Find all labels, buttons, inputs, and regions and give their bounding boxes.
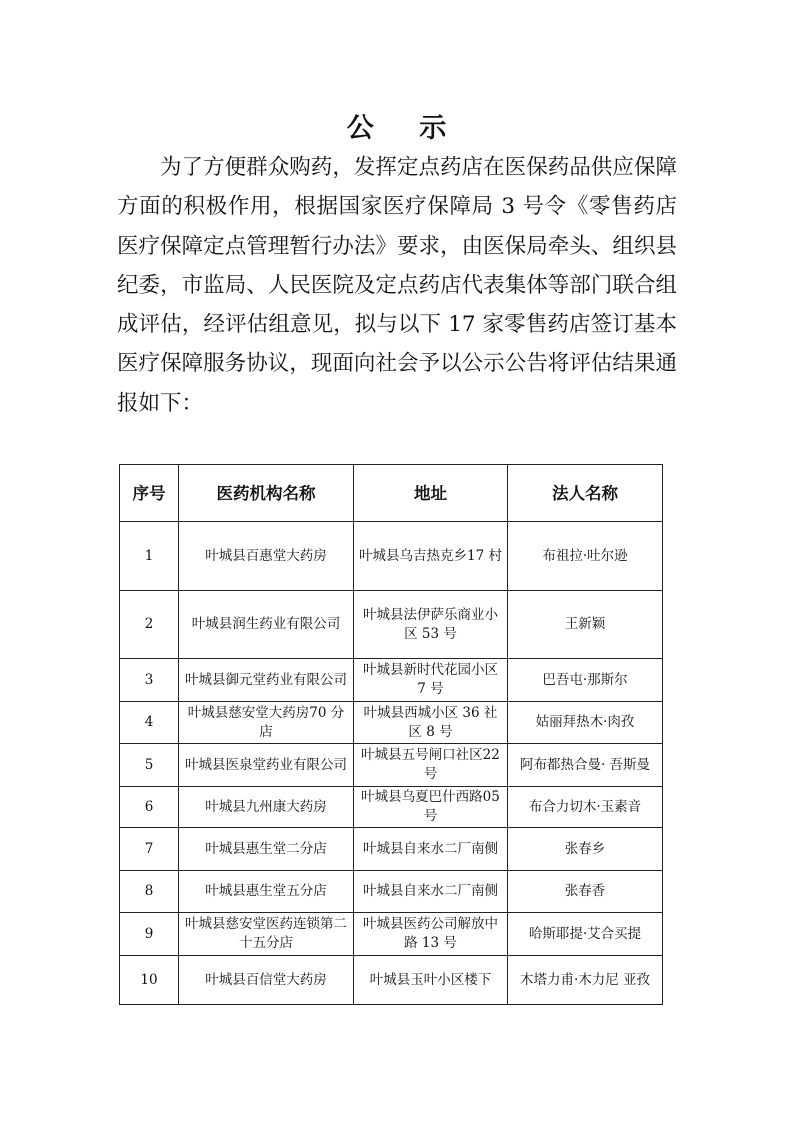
announcement-body <box>117 148 677 423</box>
row-institution: 叶城县惠生堂二分店 <box>179 828 354 871</box>
table-row <box>120 956 663 1005</box>
row-legal-person: 阿布都热合曼· 吾斯曼 <box>508 744 663 787</box>
row-address: 叶城县自来水二厂南侧 <box>354 871 508 913</box>
table-row <box>120 659 663 702</box>
row-institution: 叶城县慈安堂医药连锁第二十五分店 <box>179 913 354 956</box>
row-institution: 叶城县百信堂大药房 <box>179 956 354 1005</box>
header-address: 地址 <box>354 465 508 522</box>
row-legal-person: 张春香 <box>508 871 663 913</box>
row-address: 叶城县五号闸口社区22 号 <box>354 744 508 787</box>
row-legal-person: 巴吾屯·那斯尔 <box>508 659 663 702</box>
row-no: 2 <box>120 591 179 659</box>
row-address: 叶城县西城小区 36 社区 8 号 <box>354 702 508 744</box>
row-institution: 叶城县慈安堂大药房70 分店 <box>179 702 354 744</box>
row-no: 9 <box>120 913 179 956</box>
row-institution: 叶城县惠生堂五分店 <box>179 871 354 913</box>
header-no: 序号 <box>120 465 179 522</box>
row-no: 6 <box>120 787 179 828</box>
table-row <box>120 744 663 787</box>
table-row <box>120 787 663 828</box>
row-legal-person: 布祖拉·吐尔逊 <box>508 522 663 591</box>
row-address: 叶城县玉叶小区楼下 <box>354 956 508 1005</box>
row-legal-person: 姑丽拜热木·肉孜 <box>508 702 663 744</box>
row-institution: 叶城县润生药业有限公司 <box>179 591 354 659</box>
row-legal-person: 哈斯耶提·艾合买提 <box>508 913 663 956</box>
row-no: 1 <box>120 522 179 591</box>
announcement-paragraph: 为了方便群众购药，发挥定点药店在医保药品供应保障方面的积极作用，根据国家医疗保障局 3 号令《零售药店医疗保障定点管理暂行办法》要求，由医保局牵头、组织县纪委，市监局、人民医院及定点药店代表集体等部门联合组成评估，经评估组意见，拟与以下 17 家零售药店签订基本医疗保障服务协议，现面向社会予以公示公告将评估结果通报如下： <box>117 155 677 416</box>
row-no: 7 <box>120 828 179 871</box>
row-no: 4 <box>120 702 179 744</box>
row-address: 叶城县法伊萨乐商业小区 53 号 <box>354 591 508 659</box>
row-legal-person: 木塔力甫·木力尼 亚孜 <box>508 956 663 1005</box>
row-institution: 叶城县九州康大药房 <box>179 787 354 828</box>
row-address: 叶城县乌吉热克乡17 村 <box>354 522 508 591</box>
row-address: 叶城县自来水二厂南侧 <box>354 828 508 871</box>
row-legal-person: 王新颖 <box>508 591 663 659</box>
document-title: 公 示 <box>346 113 465 144</box>
row-legal-person: 张春乡 <box>508 828 663 871</box>
table-row <box>120 913 663 956</box>
table-header-row <box>120 465 663 522</box>
table-row <box>120 828 663 871</box>
row-no: 8 <box>120 871 179 913</box>
row-institution: 叶城县医泉堂药业有限公司 <box>179 744 354 787</box>
row-institution: 叶城县御元堂药业有限公司 <box>179 659 354 702</box>
table-row <box>120 871 663 913</box>
row-address: 叶城县乌夏巴什西路05 号 <box>354 787 508 828</box>
row-no: 10 <box>120 956 179 1005</box>
header-institution: 医药机构名称 <box>179 465 354 522</box>
row-address: 叶城县医药公司解放中路 13 号 <box>354 913 508 956</box>
row-address: 叶城县新时代花园小区 7 号 <box>354 659 508 702</box>
row-legal-person: 布合力切木·玉素音 <box>508 787 663 828</box>
row-no: 5 <box>120 744 179 787</box>
table-row <box>120 591 663 659</box>
table-row <box>120 522 663 591</box>
row-institution: 叶城县百惠堂大药房 <box>179 522 354 591</box>
row-no: 3 <box>120 659 179 702</box>
pharmacy-table <box>119 464 663 1005</box>
header-legal-person: 法人名称 <box>508 465 663 522</box>
table-row <box>120 702 663 744</box>
